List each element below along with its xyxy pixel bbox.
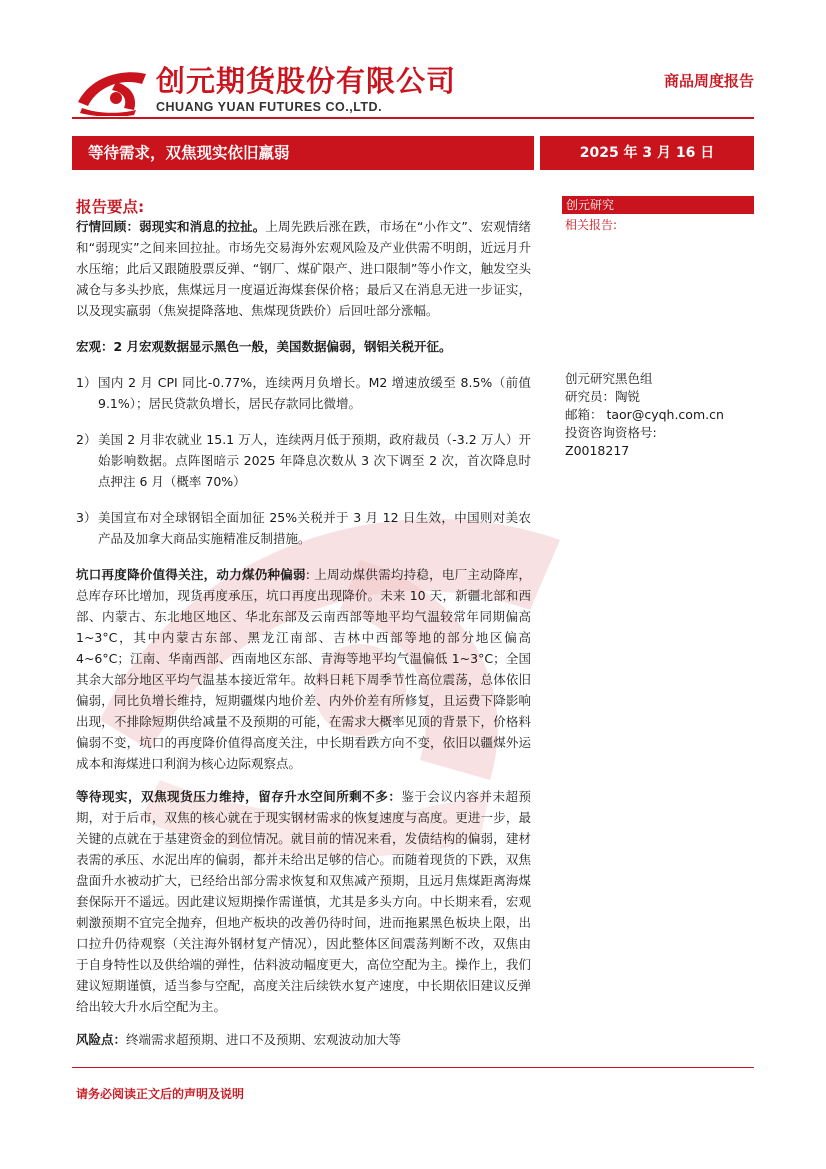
company-name-en: CHUANG YUAN FUTURES CO.,LTD. — [156, 100, 383, 114]
analyst-info — [565, 370, 724, 460]
risk-text: 终端需求超预期、进口不及预期、宏观波动加大等 — [126, 1032, 402, 1047]
macro-item-number: 2） — [76, 432, 97, 447]
risk-lead: 风险点： — [76, 1032, 127, 1047]
macro-item-text: 美国宣布对全球钢铝全面加征 25%关税并于 3 月 12 日生效，中国则对美农产品及加拿大商品实施精准反制措施。 — [98, 510, 531, 546]
related-reports-label: 相关报告: — [565, 218, 618, 232]
macro-item-text: 美国 2 月非农就业 15.1 万人，连续两月低于预期，政府裁员（-3.2 万人）开始影响数据。点阵图暗示 2025 年降息次数从 3 次下调至 2 次，首次降息时点押注 6 月（概率 70%） — [98, 432, 531, 489]
macro-item — [76, 372, 531, 414]
market-review-lead: 行情回顾：弱现实和消息的拉扯。 — [76, 219, 266, 234]
thermal-coal-paragraph — [76, 564, 531, 774]
research-group: 创元研究黑色组 — [565, 371, 653, 386]
thermal-coal-text: : 上周动煤供需均持稳，电厂主动降库，总库存环比增加，现货再度承压，坑口再度出现降价。未来 10 天，新疆北部和西部、内蒙古、东北地区地区、华北东部及云南西部等地平均气温较常年同期偏高 1~3°C，其中内蒙古东部、黑龙江南部、吉林中西部等地的部分地区偏高 4~6°C；江南、华南西部、西南地区东部、青海等地平均气温偏低 1~3°C；全国其余大部分地区平均气温基本接近常年。故料日耗下周季节性高位震荡，总体依旧偏弱，同比负增长维持，短期疆煤内地价差、内外价差有所修复，且运费下降影响出现，不排除短期供给减量不及预期的可能，在需求大概率见顶的背景下，价格料偏弱不变，坑口的再度降价值得高度关注，中长期看跌方向不变，依旧以疆煤外运成本和海煤进口利润为核心边际观察点。 — [76, 567, 531, 771]
company-logo — [76, 64, 476, 120]
market-review-paragraph — [76, 216, 531, 321]
qualification-number: Z0018217 — [565, 443, 630, 458]
macro-item — [76, 429, 531, 492]
thermal-coal-lead: 坑口再度降价值得关注，动力煤仍种偏弱 — [76, 567, 306, 582]
qualification-label: 投资咨询资格号: — [565, 425, 657, 440]
market-review-text: 上周先跌后涨在跌，市场在“小作文”、宏观情绪和“弱现实”之间来回拉扯。市场先交易海外宏观风险及产业供需不明朗，近远月升水压缩；此后又跟随股票反弹、“钢厂、煤矿限产、进口限制”等小作文，触发空头减仓与多头抄底，焦煤远月一度逼近海煤套保价格；最后又在消息无进一步证实，以及现实羸弱（焦炭提降落地、焦煤现货跌价）后回吐部分涨幅。 — [76, 219, 531, 318]
coking-coal-lead: 等待现实，双焦现货压力维持，留存升水空间所剩不多： — [76, 789, 402, 804]
footer-disclaimer: 请务必阅读正文后的声明及说明 — [76, 1087, 245, 1101]
researcher-name: 研究员：陶锐 — [565, 389, 641, 404]
section-heading: 报告要点: — [76, 198, 145, 216]
report-date: 2025 年 3 月 16 日 — [540, 136, 754, 170]
chuangyuan-logo-icon — [76, 64, 148, 116]
researcher-email[interactable]: 邮箱： taor@cyqh.com.cn — [565, 407, 724, 422]
company-name-cn: 创元期货股份有限公司 — [156, 64, 457, 98]
macro-item-number: 3） — [76, 510, 97, 525]
macro-heading: 宏观：2 月宏观数据显示黑色一般，美国数据偏弱，钢铝关税开征。 — [76, 339, 452, 354]
coking-coal-paragraph — [76, 786, 531, 1017]
report-type: 商品周度报告 — [663, 72, 754, 90]
report-body — [76, 216, 531, 1050]
research-label: 创元研究 — [562, 196, 754, 214]
macro-item-number: 1） — [76, 375, 97, 390]
header-divider — [72, 117, 754, 119]
risk-paragraph — [76, 1029, 531, 1050]
macro-item-text: 国内 2 月 CPI 同比-0.77%，连续两月负增长。M2 增速放缓至 8.5%（前值 9.1%）；居民贷款负增长，居民存款同比微增。 — [98, 375, 531, 411]
footer-divider — [72, 1067, 754, 1068]
report-title: 等待需求，双焦现实依旧羸弱 — [72, 136, 534, 170]
macro-item — [76, 507, 531, 549]
coking-coal-text: 鉴于会议内容并未超预期，对于后市，双焦的核心就在于现实钢材需求的恢复速度与高度。更进一步，最关键的点就在于基建资金的到位情况。就目前的情况来看，发债结构的偏弱，建材表需的承压、水泥出库的偏弱，都并未给出足够的信心。而随着现货的下跌，双焦盘面升水被动扩大，已经给出部分需求恢复和双焦减产预期，且远月焦煤距离海煤套保际开不遥远。因此建议短期操作需谨慎，尤其是多头方向。中长期来看，宏观刺激预期不宜完全抛弃，但地产板块的改善仍待时间，进而拖累黑色板块上限，出口拉升仍待观察（关注海外钢材复产情况），因此整体区间震荡判断不改，双焦由于自身特性以及供给端的弹性，估料波动幅度更大，高位空配为主。操作上，我们建议短期谨慎，适当参与空配，高度关注后续铁水复产速度，中长期依旧建议反弹给出较大升水后空配为主。 — [76, 789, 531, 1014]
